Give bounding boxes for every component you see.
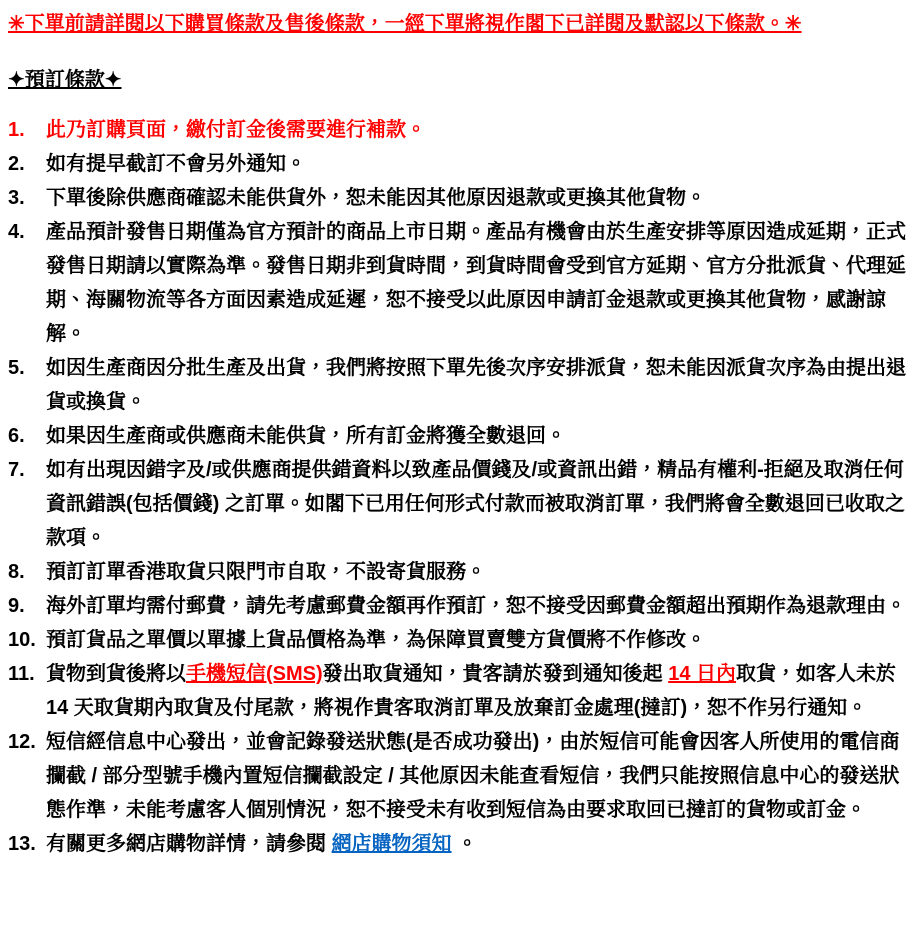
term-item	[8, 147, 907, 181]
term-text	[46, 589, 907, 623]
term-segment: 海外訂單均需付郵費，請先考慮郵費金額再作預訂，恕不接受因郵費金額超出預期作為退款理由。	[46, 595, 906, 617]
purchase-notice: ✳下單前請詳閱以下購買條款及售後條款，一經下單將視作閣下已詳閱及默認以下條款。✳	[8, 13, 802, 35]
term-number: 2.	[8, 153, 25, 175]
term-text	[46, 623, 907, 657]
term-number: 1.	[8, 119, 25, 141]
term-segment: 下單後除供應商確認未能供貨外，恕未能因其他原因退款或更換其他貨物。	[46, 187, 706, 209]
shop-guide-link[interactable]: 網店購物須知	[331, 833, 452, 855]
term-number: 3.	[8, 187, 25, 209]
term-segment: 如果因生產商或供應商未能供貨，所有訂金將獲全數退回。	[46, 425, 566, 447]
term-text	[46, 351, 907, 419]
term-segment: 取貨，如客人未於 14 天取貨期內取貨及付尾款，將視作貴客取消訂單及放棄訂金處理(撻訂)，恕不作另行通知。	[46, 663, 897, 719]
term-text	[46, 555, 907, 589]
term-number: 10.	[8, 629, 36, 651]
term-item	[8, 827, 907, 861]
term-text	[46, 147, 907, 181]
term-item	[8, 623, 907, 657]
term-segment: 。	[451, 833, 478, 855]
section-title-preorder-terms: ✦預訂條款✦	[8, 69, 122, 91]
term-text	[46, 453, 907, 555]
term-number: 13.	[8, 833, 36, 855]
term-item	[8, 589, 907, 623]
term-segment: 產品預計發售日期僅為官方預計的商品上市日期。產品有機會由於生產安排等原因造成延期，正式發售日期請以實際為準。發售日期非到貨時間，到貨時間會受到官方延期、官方分批派貨、代理延期、海關物流等各方面因素造成延遲，恕不接受以此原因申請訂金退款或更換其他貨物，感謝諒解。	[46, 221, 906, 345]
term-segment: 發出取貨通知，貴客請於發到通知後起	[322, 663, 669, 685]
term-text	[46, 827, 907, 861]
term-segment: 預訂貨品之單價以單據上貨品價格為準，為保障買賣雙方貨價將不作修改。	[46, 629, 706, 651]
term-number: 12.	[8, 731, 36, 753]
term-segment: 貨物到貨後將以	[46, 663, 186, 685]
term-item	[8, 113, 907, 147]
term-text	[46, 419, 907, 453]
term-text	[46, 657, 907, 725]
term-item	[8, 215, 907, 351]
term-item	[8, 657, 907, 725]
term-segment: 如因生產商因分批生產及出貨，我們將按照下單先後次序安排派貨，恕未能因派貨次序為由提出退貨或換貨。	[46, 357, 906, 413]
term-text	[46, 181, 907, 215]
term-number: 6.	[8, 425, 25, 447]
term-text	[46, 725, 907, 827]
term-item	[8, 453, 907, 555]
terms-list	[8, 113, 907, 861]
term-segment: 如有提早截訂不會另外通知。	[46, 153, 306, 175]
term-segment: 有關更多網店購物詳情，請參閱	[46, 833, 332, 855]
term-number: 4.	[8, 221, 25, 243]
term-segment: 此乃訂購頁面，繳付訂金後需要進行補款。	[46, 119, 426, 141]
term-segment: 預訂訂單香港取貨只限門市自取，不設寄貨服務。	[46, 561, 486, 583]
term-number: 8.	[8, 561, 25, 583]
term-item	[8, 555, 907, 589]
term-item	[8, 351, 907, 419]
term-number: 9.	[8, 595, 25, 617]
term-item	[8, 725, 907, 827]
term-text	[46, 215, 907, 351]
term-text	[46, 113, 907, 147]
highlighted-text: 14 日內	[668, 663, 737, 685]
term-segment: 如有出現因錯字及/或供應商提供錯資料以致產品價錢及/或資訊出錯，精品有權利-拒絕及取消任何資訊錯誤(包括價錢) 之訂單。如閣下已用任何形式付款而被取消訂單，我們將會全數退回已收取之款項。	[46, 459, 905, 549]
term-number: 5.	[8, 357, 25, 379]
highlighted-text: 手機短信(SMS)	[186, 663, 323, 685]
term-segment: 短信經信息中心發出，並會記錄發送狀態(是否成功發出)，由於短信可能會因客人所使用的電信商攔截 / 部分型號手機內置短信攔截設定 / 其他原因未能查看短信，我們只能按照信息中心的發送狀態作準，未能考慮客人個別情況，恕不接受未有收到短信為由要求取回已撻訂的貨物或訂金。	[46, 731, 900, 821]
term-number: 7.	[8, 459, 25, 481]
term-item	[8, 181, 907, 215]
term-item	[8, 419, 907, 453]
term-number: 11.	[8, 663, 35, 685]
